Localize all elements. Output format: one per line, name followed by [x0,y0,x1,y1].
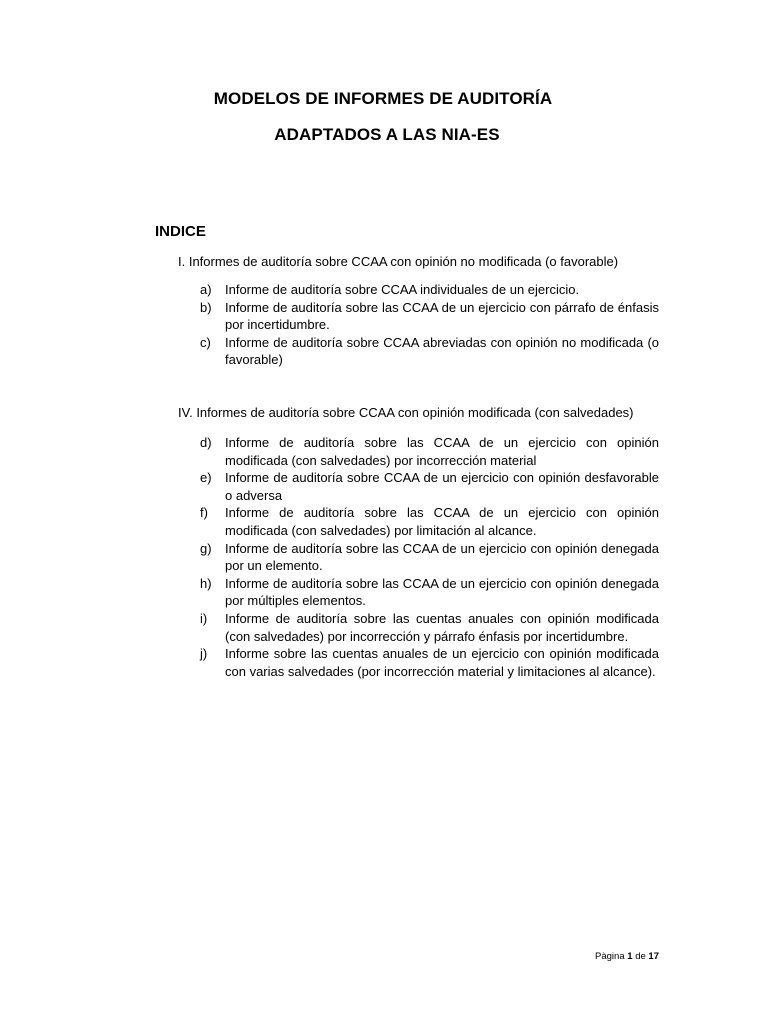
section-2-list [200,434,659,680]
section-heading-2: IV. Informes de auditoría sobre CCAA con opinión modificada (con salvedades) [178,405,634,420]
item-letter: e) [200,470,212,486]
item-letter: d) [200,435,212,450]
list-item [200,645,659,680]
list-item [200,469,659,504]
item-text: Informe de auditoría sobre las cuentas anuales con opinión modificada (con salvedades) por incorrección y párrafo énfasis por incertidumbre. [225,610,659,644]
item-text: Informe de auditoría sobre las CCAA de un ejercicio con opinión modificada (con salvedades) por incorrección material [225,435,659,468]
document-title-line-2: ADAPTADOS A LAS NIA-ES [274,125,500,144]
item-text: Informe de auditoría sobre las CCAA de un ejercicio con opinión denegada por múltiples elementos. [225,575,659,609]
document-title-line-1: MODELOS DE INFORMES DE AUDITORÍA [213,89,553,108]
item-text: Informe de auditoría sobre las CCAA de un ejercicio con opinión denegada por un elemento. [225,540,659,574]
page-number-footer [595,951,659,962]
footer-total-pages: 17 [648,951,659,962]
item-text: Informe de auditoría sobre CCAA individuales de un ejercicio. [225,282,580,297]
list-item [200,299,659,334]
item-text: Informe de auditoría sobre las CCAA de un ejercicio con opinión modificada (con salvedades) por limitación al alcance. [225,505,659,538]
list-item [200,334,659,369]
list-item [200,281,659,299]
item-letter: b) [200,299,212,315]
footer-page-word: Pàgina [595,951,625,962]
item-letter: f) [200,505,208,521]
item-letter: i) [200,610,208,626]
section-heading-1: I. Informes de auditoría sobre CCAA con opinión no modificada (o favorable) [178,254,619,269]
item-letter: j) [200,646,208,662]
list-item [200,610,659,645]
section-1-list [200,281,659,369]
item-letter: a) [200,282,212,297]
item-text: Informe sobre las cuentas anuales de un ejercicio con opinión modificada con varias salvedades (por incorrección material y limitaciones al alcance). [225,646,659,679]
item-text: Informe de auditoría sobre CCAA de un ejercicio con opinión desfavorable o adversa [225,470,659,503]
footer-of-word: de [635,951,646,962]
item-letter: g) [200,540,212,556]
list-item [200,504,659,539]
item-text: Informe de auditoría sobre las CCAA de un ejercicio con párrafo de énfasis por incertidumbre. [225,299,659,333]
list-item [200,434,659,469]
footer-current-page: 1 [627,951,633,962]
item-text: Informe de auditoría sobre CCAA abreviadas con opinión no modificada (o favorable) [225,334,659,368]
item-letter: c) [200,334,211,350]
item-letter: h) [200,575,212,591]
index-heading: INDICE [155,223,206,240]
list-item [200,575,659,610]
list-item [200,540,659,575]
